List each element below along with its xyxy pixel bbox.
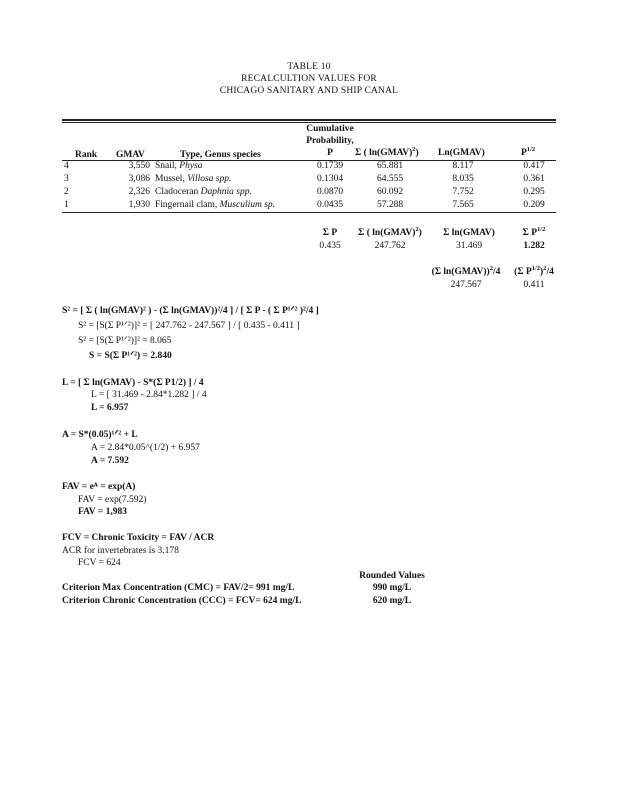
cell-type: Snail, Physa bbox=[155, 161, 203, 171]
table-subtitle: CHICAGO SANITARY AND SHIP CANAL bbox=[219, 86, 399, 96]
ccc-rounded-value: 620 mg/L bbox=[372, 596, 412, 606]
ccc-label: Criterion Chronic Concentration (CCC) = FCV= 624 mg/L bbox=[62, 596, 302, 606]
cell-sqrtp: 0.417 bbox=[523, 161, 545, 171]
fcv-formula: FCV = Chronic Toxicity = FAV / ACR bbox=[62, 533, 215, 543]
fav-result: FAV = 1,983 bbox=[78, 507, 127, 517]
s-squared-step1: S² = [S(Σ P¹ᐟ²)]² = [ 247.762 - 247.567 ] / [ 0.435 - 0.411 ] bbox=[78, 321, 300, 331]
fav-formula: FAV = eᴬ = exp(A) bbox=[62, 482, 136, 492]
cmc-label: Criterion Max Concentration (CMC) = FAV/2= 991 mg/L bbox=[62, 583, 295, 593]
sum-ln-squared-value: 247.762 bbox=[374, 241, 406, 251]
a-result: A = 7.592 bbox=[91, 456, 129, 466]
sq-sum-ln-label: (Σ ln(GMAV))$^2$/4 bbox=[431, 264, 501, 277]
cell-sqrtp: 0.361 bbox=[523, 174, 545, 184]
acr-line: ACR for invertebrates is 3.178 bbox=[62, 546, 179, 556]
a-formula: A = S*(0.05)¹ᐟ² + L bbox=[62, 430, 138, 440]
cell-rank: 4 bbox=[64, 161, 69, 171]
header-sqrt-p: $P^{1/2}$ bbox=[521, 145, 536, 158]
cell-rank: 3 bbox=[64, 174, 69, 184]
cell-ln: 7.752 bbox=[452, 187, 474, 197]
header-p: P bbox=[327, 148, 333, 158]
cmc-rounded-value: 990 mg/L bbox=[372, 583, 412, 593]
sum-p-value: 0.435 bbox=[319, 241, 341, 251]
cell-gmav: 3,086 bbox=[128, 174, 150, 184]
header-sum-ln-squared: Σ ( ln(GMAV)$^2$) bbox=[355, 145, 419, 158]
sum-sqrt-p-value: 1.282 bbox=[523, 241, 545, 251]
table-bottom-rule bbox=[62, 212, 556, 213]
cell-rank: 1 bbox=[64, 200, 69, 210]
table-top-rule-2 bbox=[62, 122, 556, 123]
l-step: L = [ 31.469 - 2.84*1.282 ] / 4 bbox=[91, 390, 207, 400]
sum-p-label: Σ P bbox=[322, 228, 338, 238]
header-probability: Probability, bbox=[306, 136, 354, 146]
s-squared-step2: S² = [S(Σ P¹ᐟ²)]² = 8.065 bbox=[78, 336, 172, 346]
sum-ln-squared-label: Σ ( ln(GMAV)$^2$) bbox=[358, 225, 422, 238]
header-rank: Rank bbox=[75, 150, 98, 160]
cell-gmav: 2,326 bbox=[128, 187, 150, 197]
header-gmav: GMAV bbox=[116, 150, 145, 160]
cell-p: 0.1304 bbox=[316, 174, 344, 184]
rounded-values-header: Rounded Values bbox=[359, 571, 425, 581]
cell-ln2: 65.881 bbox=[376, 161, 404, 171]
cell-type: Mussel, Villosa spp. bbox=[155, 174, 232, 184]
cell-ln2: 64.555 bbox=[376, 174, 404, 184]
header-ln-gmav: Ln(GMAV) bbox=[438, 148, 485, 158]
table-number: TABLE 10 bbox=[287, 62, 331, 72]
cell-type: Cladoceran Daphnia spp. bbox=[155, 187, 252, 197]
cell-sqrtp: 0.209 bbox=[523, 200, 545, 210]
l-result: L = 6.957 bbox=[91, 403, 129, 413]
cell-sqrtp: 0.295 bbox=[523, 187, 545, 197]
a-step: A = 2.84*0.05^(1/2) + 6.957 bbox=[91, 443, 200, 453]
s-squared-formula: S² = [ Σ ( ln(GMAV)² ) - (Σ ln(GMAV))²/4 ] / [ Σ P - ( Σ P¹ᐟ² )²/4 ] bbox=[62, 306, 319, 316]
sum-ln-label: Σ ln(GMAV) bbox=[443, 228, 495, 238]
l-formula: L = [ Σ ln(GMAV) - S*(Σ P1/2) ] / 4 bbox=[62, 378, 204, 388]
table-top-rule bbox=[62, 119, 556, 121]
fav-step: FAV = exp(7.592) bbox=[78, 495, 147, 505]
cell-p: 0.0435 bbox=[316, 200, 344, 210]
cell-ln: 8.035 bbox=[452, 174, 474, 184]
cell-p: 0.0870 bbox=[316, 187, 344, 197]
sq-sum-ln-value: 247.567 bbox=[450, 280, 482, 290]
cell-ln2: 60.092 bbox=[376, 187, 404, 197]
cell-ln2: 57.288 bbox=[376, 200, 404, 210]
sum-sqrt-p-label: Σ $P^{1/2}$ bbox=[522, 225, 546, 238]
cell-type: Fingernail clam, Musculium sp. bbox=[155, 200, 276, 210]
sq-sum-sqrt-p-label: (Σ $P^{1/2})^2/4$ bbox=[514, 264, 554, 277]
cell-ln: 8.117 bbox=[452, 161, 474, 171]
sq-sum-sqrt-p-value: 0.411 bbox=[523, 280, 545, 290]
sum-ln-value: 31.469 bbox=[455, 241, 483, 251]
table-title: RECALCULTION VALUES FOR bbox=[241, 74, 377, 84]
header-cumulative: Cumulative bbox=[306, 124, 354, 134]
cell-gmav: 3,550 bbox=[128, 161, 150, 171]
cell-p: 0.1739 bbox=[316, 161, 344, 171]
cell-gmav: 1,930 bbox=[128, 200, 150, 210]
cell-ln: 7.565 bbox=[452, 200, 474, 210]
cell-rank: 2 bbox=[64, 187, 69, 197]
s-result: S = S(Σ P¹ᐟ²) = 2.840 bbox=[89, 351, 172, 361]
fcv-result: FCV = 624 bbox=[78, 558, 121, 568]
header-type: Type, Genus species bbox=[180, 150, 261, 160]
